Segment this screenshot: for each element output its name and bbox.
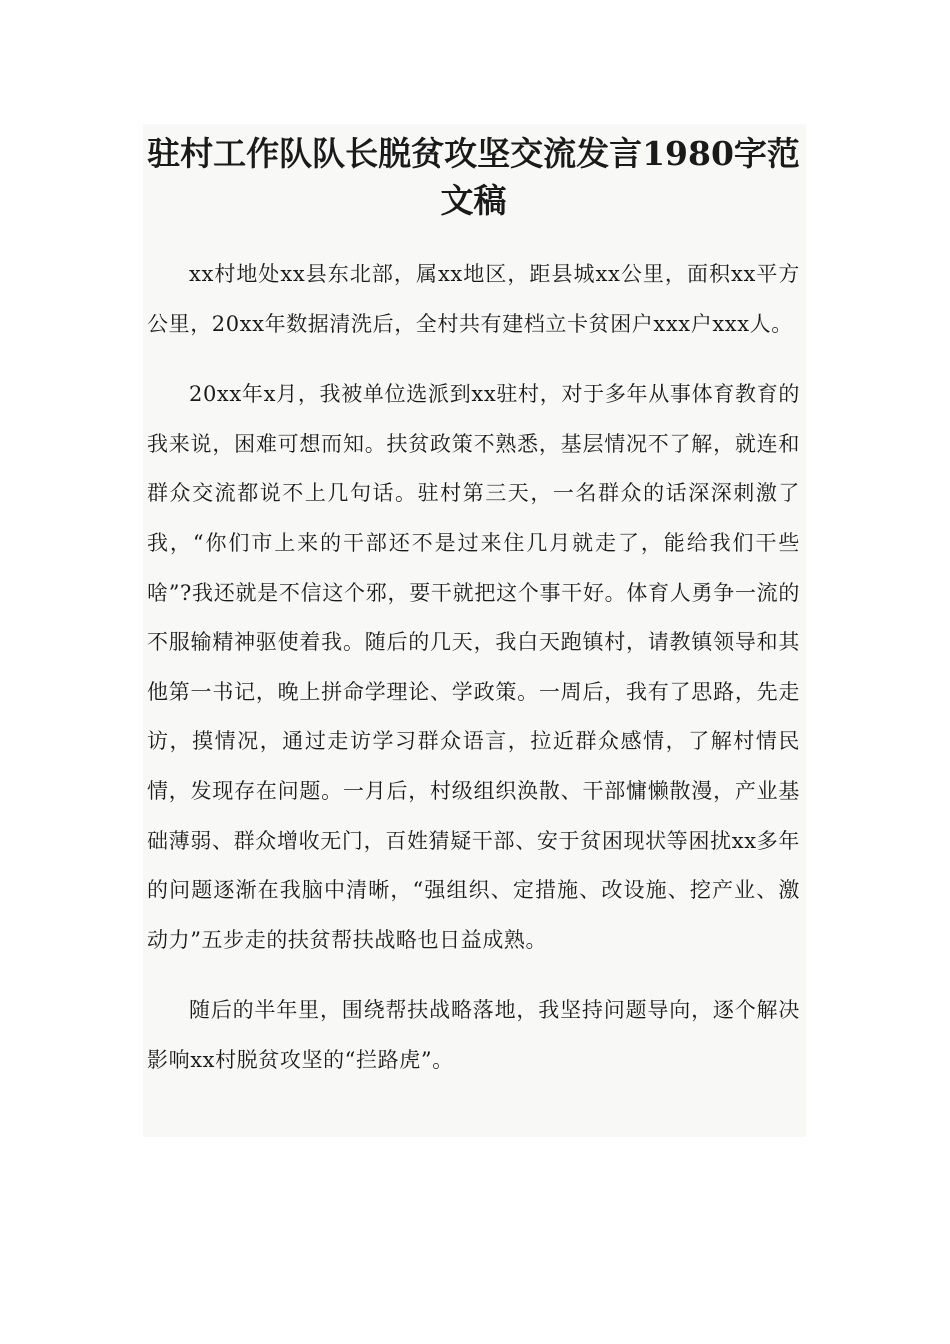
paragraph-2: 20xx年x月，我被单位选派到xx驻村，对于多年从事体育教育的我来说，困难可想而知。扶贫政策不熟悉，基层情况不了解，就连和群众交流都说不上几句话。驻村第三天，一名群众的话深深刺激了我，“你们市上来的干部还不是过来住几月就走了，能给我们干些啥”?我还就是不信这个邪，要干就把这个事干好。体育人勇争一流的不服输精神驱使着我。随后的几天，我白天跑镇村，请教镇领导和其他第一书记，晚上拼命学理论、学政策。一周后，我有了思路，先走访，摸情况，通过走访学习群众语言，拉近群众感情，了解村情民情，发现存在问题。一月后，村级组织涣散、干部慵懒散漫，产业基础薄弱、群众增收无门，百姓猜疑干部、安于贫困现状等困扰xx多年的问题逐渐在我脑中清晰，“强组织、定措施、改设施、挖产业、激动力”五步走的扶贫帮扶战略也日益成熟。 xyxy=(147,382,800,952)
document-page xyxy=(143,124,806,1137)
paragraph-3: 随后的半年里，围绕帮扶战略落地，我坚持问题导向，逐个解决影响xx村脱贫攻坚的“拦路虎”。 xyxy=(147,998,800,1072)
document-title: 驻村工作队队长脱贫攻坚交流发言1980字范文稿 xyxy=(147,134,800,220)
document-body xyxy=(147,250,800,1086)
paragraph-1: xx村地处xx县东北部，属xx地区，距县城xx公里，面积xx平方公里，20xx年数据清洗后，全村共有建档立卡贫困户xxx户xxx人。 xyxy=(147,262,800,336)
